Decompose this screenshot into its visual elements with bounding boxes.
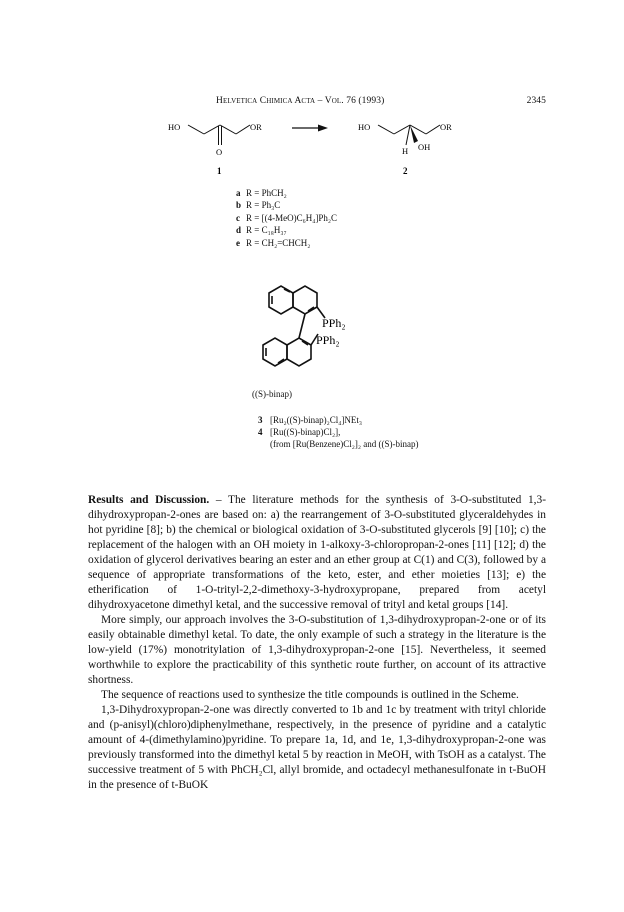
- journal-running-title: Helvetica Chimica Acta – Vol. 76 (1993): [216, 96, 385, 106]
- compound-1-ho: HO: [168, 122, 181, 132]
- compound-2-label: 2: [403, 166, 408, 176]
- compound-1-carbonyl-o: O: [216, 147, 223, 157]
- section-heading: Results and Discussion.: [88, 494, 210, 506]
- compound-1-label: 1: [217, 166, 222, 176]
- paragraph-3: The sequence of reactions used to synthesize the title compounds is outlined in the Scheme.: [101, 689, 519, 701]
- compound-2-h: H: [402, 146, 409, 156]
- compound-3-row: 3 [Ru₂((S)-binap)₂Cl₄]NEt₃: [258, 415, 363, 425]
- substituent-list: [236, 187, 337, 249]
- compound-1-or: OR: [250, 122, 262, 132]
- compound-2-oh: OH: [418, 142, 431, 152]
- reaction-arrow: [292, 125, 328, 132]
- compound-2-or: OR: [440, 122, 452, 132]
- catalyst-list: [258, 414, 418, 451]
- paragraph-2: More simply, our approach involves the 3-O-substitution of 1,3-dihydroxypropan-2-one or of its easily obtainable dimethyl ketal. To date, the only example of such a strategy in the literature is the low-yield (17%) monotritylation of 1,3-dihydroxypropan-2-one [15]. Nevertheless, it seemed worthwhile to explore the practicability of this synthetic route further, on account of its attractive shortness.: [88, 614, 546, 686]
- compound-4-row: 4 [Ru((S)-binap)Cl₂],: [258, 427, 341, 438]
- binap-pph2-top: PPh₂: [322, 316, 346, 330]
- paragraph-1: Results and Discussion. – The literature methods for the synthesis of 3-O-substituted 1,3-dihydroxypropan-2-ones are based on: a) the rearrangement of 3-O-substituted glyceraldehydes in hot pyridine [8]; b) the chemical or biological oxidation of 3-O-substituted glycerols [9] [10]; c) the replacement of the halogen with an OH moiety in 1-alkoxy-3-chloropropan-2-ones [11] [12]; d) the oxidation of glycerol derivatives bearing an ester and an ether group at C(1) and C(3), followed by a sequence of appropriate transformations of the keto, ester, and ether moieties [13]; e) the etherification of 1-O-trityl-2,2-dimethoxy-3-hydroxypropane, prepared from acetyl dihydroxyacetone dimethyl ketal, and the successive removal of trityl and ketal groups [14].: [88, 494, 546, 611]
- substituent-d: d R = C₁₈H₃₇: [236, 225, 287, 236]
- binap-label: ((S)-binap): [252, 389, 292, 399]
- substituent-b: b R = Ph₃C: [236, 200, 281, 211]
- page-number: 2345: [526, 96, 546, 106]
- compound-2-ho: HO: [358, 122, 371, 132]
- compound-4-note: (from [Ru(Benzene)Cl₂]₂ and ((S)-binap): [270, 439, 419, 450]
- binap-structure: [263, 286, 325, 366]
- binap-pph2-bottom: PPh₂: [316, 333, 340, 347]
- paragraph-4: 1,3-Dihydroxypropan-2-one was directly converted to 1b and 1c by treatment with trityl chloride and (p-anisyl)(chloro)diphenylmethane, respectively, in the presence of pyridine and a catalytic amount of 4-(dimethylamino)pyridine. To prepare 1a, 1d, and 1e, 1,3-dihydroxypropan-2-one was previously transformed into the dimethyl ketal 5 by reaction in MeOH, with TsOH as a catalyst. The successive treatment of 5 with PhCH₂Cl, allyl bromide, and octadecyl methanesulfonate in t-BuOH in the presence of t-BuOK: [88, 704, 546, 791]
- compound-2-structure: [378, 125, 440, 145]
- substituent-e: e R = CH₂=CHCH₂: [236, 237, 311, 248]
- article-body: [88, 493, 546, 793]
- substituent-a: a R = PhCH₂: [236, 188, 287, 198]
- compound-1-structure: [188, 125, 250, 145]
- substituent-c: c R = [(4-MeO)C₆H₄]Ph₂C: [236, 212, 337, 223]
